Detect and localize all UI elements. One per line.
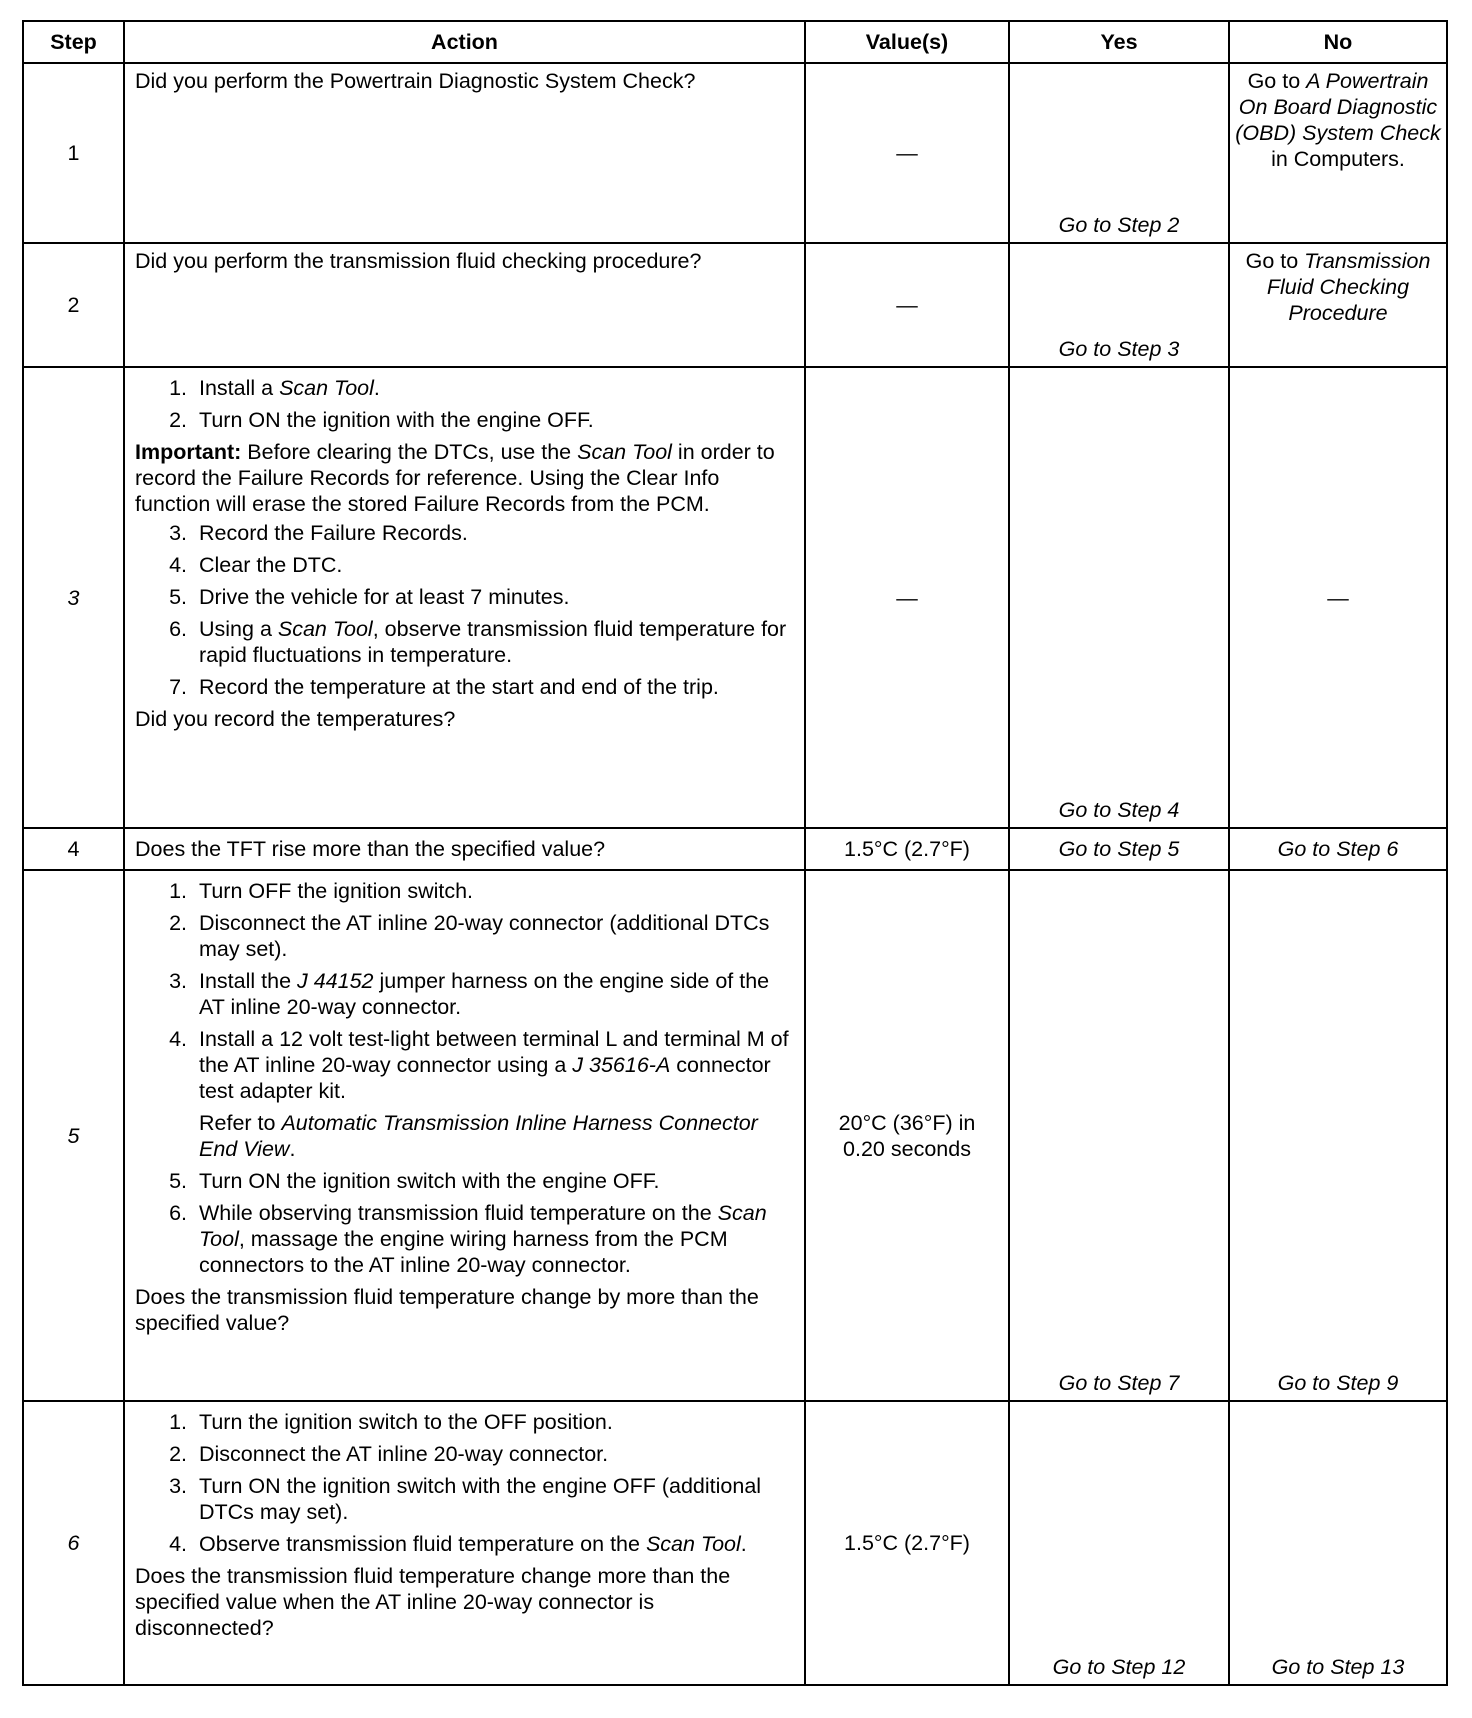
table-row bbox=[23, 367, 1447, 828]
list-item: 5. Drive the vehicle for at least 7 minutes. bbox=[193, 584, 794, 610]
step-label: 5 bbox=[67, 1123, 80, 1148]
step-number bbox=[23, 367, 124, 828]
action-cell: Does the TFT rise more than the specified value? bbox=[124, 828, 805, 870]
table-row bbox=[23, 1401, 1447, 1685]
refer-note: Refer to Automatic Transmission Inline Harness Connector End View. bbox=[199, 1111, 758, 1161]
no-cell: Go to Step 9 bbox=[1229, 870, 1447, 1401]
header-no: No bbox=[1229, 21, 1447, 63]
action-list bbox=[135, 1409, 794, 1557]
step-number: 4 bbox=[23, 828, 124, 870]
list-item: 2. Disconnect the AT inline 20-way connector. bbox=[193, 1441, 794, 1467]
list-item: 1. Turn OFF the ignition switch. bbox=[193, 878, 794, 904]
value-cell: 20°C (36°F) in 0.20 seconds bbox=[805, 870, 1009, 1401]
action-list bbox=[135, 878, 794, 1104]
yes-cell: Go to Step 12 bbox=[1009, 1401, 1229, 1685]
yes-cell: Go to Step 4 bbox=[1009, 367, 1229, 828]
no-cell: — bbox=[1229, 367, 1447, 828]
value-cell: — bbox=[805, 63, 1009, 243]
diagnostic-table bbox=[22, 20, 1448, 1686]
list-item: 3. Record the Failure Records. bbox=[193, 520, 794, 546]
action-cell: Did you perform the Powertrain Diagnostic System Check? bbox=[124, 63, 805, 243]
no-cell bbox=[1229, 63, 1447, 243]
value-cell: 1.5°C (2.7°F) bbox=[805, 828, 1009, 870]
action-list bbox=[135, 1168, 794, 1278]
table-row bbox=[23, 828, 1447, 870]
list-item: 3. Turn ON the ignition switch with the engine OFF (additional DTCs may set). bbox=[193, 1473, 794, 1525]
important-note: Important: Before clearing the DTCs, use the Scan Tool in order to record the Failure Records for reference. Using the Clear Info function will erase the stored Failure Records from the PCM. bbox=[135, 440, 775, 516]
header-row bbox=[23, 21, 1447, 63]
action-cell: Did you perform the transmission fluid checking procedure? bbox=[124, 243, 805, 367]
action-cell bbox=[124, 367, 805, 828]
list-item: 5. Turn ON the ignition switch with the engine OFF. bbox=[193, 1168, 794, 1194]
list-item: 2. Disconnect the AT inline 20-way connector (additional DTCs may set). bbox=[193, 910, 794, 962]
action-list bbox=[135, 520, 794, 700]
value-cell: — bbox=[805, 367, 1009, 828]
list-item: 4. Observe transmission fluid temperature on the Scan Tool. bbox=[193, 1531, 794, 1557]
header-yes: Yes bbox=[1009, 21, 1229, 63]
list-item: 3. Install the J 44152 jumper harness on the engine side of the AT inline 20-way connector. bbox=[193, 968, 794, 1020]
question: Does the transmission fluid temperature change by more than the specified value? bbox=[135, 1285, 759, 1335]
action-list bbox=[135, 375, 794, 433]
no-cell: Go to Step 13 bbox=[1229, 1401, 1447, 1685]
value-cell: 1.5°C (2.7°F) bbox=[805, 1401, 1009, 1685]
no-link-text: A Powertrain On Board Diagnostic (OBD) System Check bbox=[1235, 69, 1441, 145]
no-cell: Go to Step 6 bbox=[1229, 828, 1447, 870]
no-link-text: Transmission Fluid Checking Procedure bbox=[1266, 249, 1431, 325]
question: Did you record the temperatures? bbox=[135, 707, 456, 731]
yes-cell: Go to Step 5 bbox=[1009, 828, 1229, 870]
yes-cell: Go to Step 3 bbox=[1009, 243, 1229, 367]
action-cell bbox=[124, 870, 805, 1401]
table-row bbox=[23, 63, 1447, 243]
question: Does the transmission fluid temperature change more than the specified value when the AT inline 20-way connector is disconnected? bbox=[135, 1564, 731, 1640]
no-text: in Computers. bbox=[1271, 147, 1405, 171]
step-number bbox=[23, 870, 124, 1401]
no-text: Go to bbox=[1245, 249, 1305, 273]
list-item: 4. Clear the DTC. bbox=[193, 552, 794, 578]
yes-cell: Go to Step 2 bbox=[1009, 63, 1229, 243]
step-number: 1 bbox=[23, 63, 124, 243]
header-step: Step bbox=[23, 21, 124, 63]
list-item: 4. Install a 12 volt test-light between terminal L and terminal M of the AT inline 20-way connector using a J 35616-A connector test adapter kit. bbox=[193, 1026, 794, 1104]
list-item: 6. Using a Scan Tool, observe transmission fluid temperature for rapid fluctuations in temperature. bbox=[193, 616, 794, 668]
step-number bbox=[23, 1401, 124, 1685]
step-label: 6 bbox=[67, 1531, 80, 1555]
header-action: Action bbox=[124, 21, 805, 63]
action-cell bbox=[124, 1401, 805, 1685]
list-item: 1. Turn the ignition switch to the OFF position. bbox=[193, 1409, 794, 1435]
list-item: 2. Turn ON the ignition with the engine OFF. bbox=[193, 407, 794, 433]
list-item: 6. While observing transmission fluid temperature on the Scan Tool, massage the engine wiring harness from the PCM connectors to the AT inline 20-way connector. bbox=[193, 1200, 794, 1278]
list-item: 1. Install a Scan Tool. bbox=[193, 375, 794, 401]
list-item: 7. Record the temperature at the start and end of the trip. bbox=[193, 674, 794, 700]
no-text: Go to bbox=[1247, 69, 1307, 93]
yes-cell: Go to Step 7 bbox=[1009, 870, 1229, 1401]
value-cell: — bbox=[805, 243, 1009, 367]
table-row bbox=[23, 243, 1447, 367]
header-values: Value(s) bbox=[805, 21, 1009, 63]
no-cell bbox=[1229, 243, 1447, 367]
step-label: 3 bbox=[67, 585, 80, 610]
step-number: 2 bbox=[23, 243, 124, 367]
table-row bbox=[23, 870, 1447, 1401]
